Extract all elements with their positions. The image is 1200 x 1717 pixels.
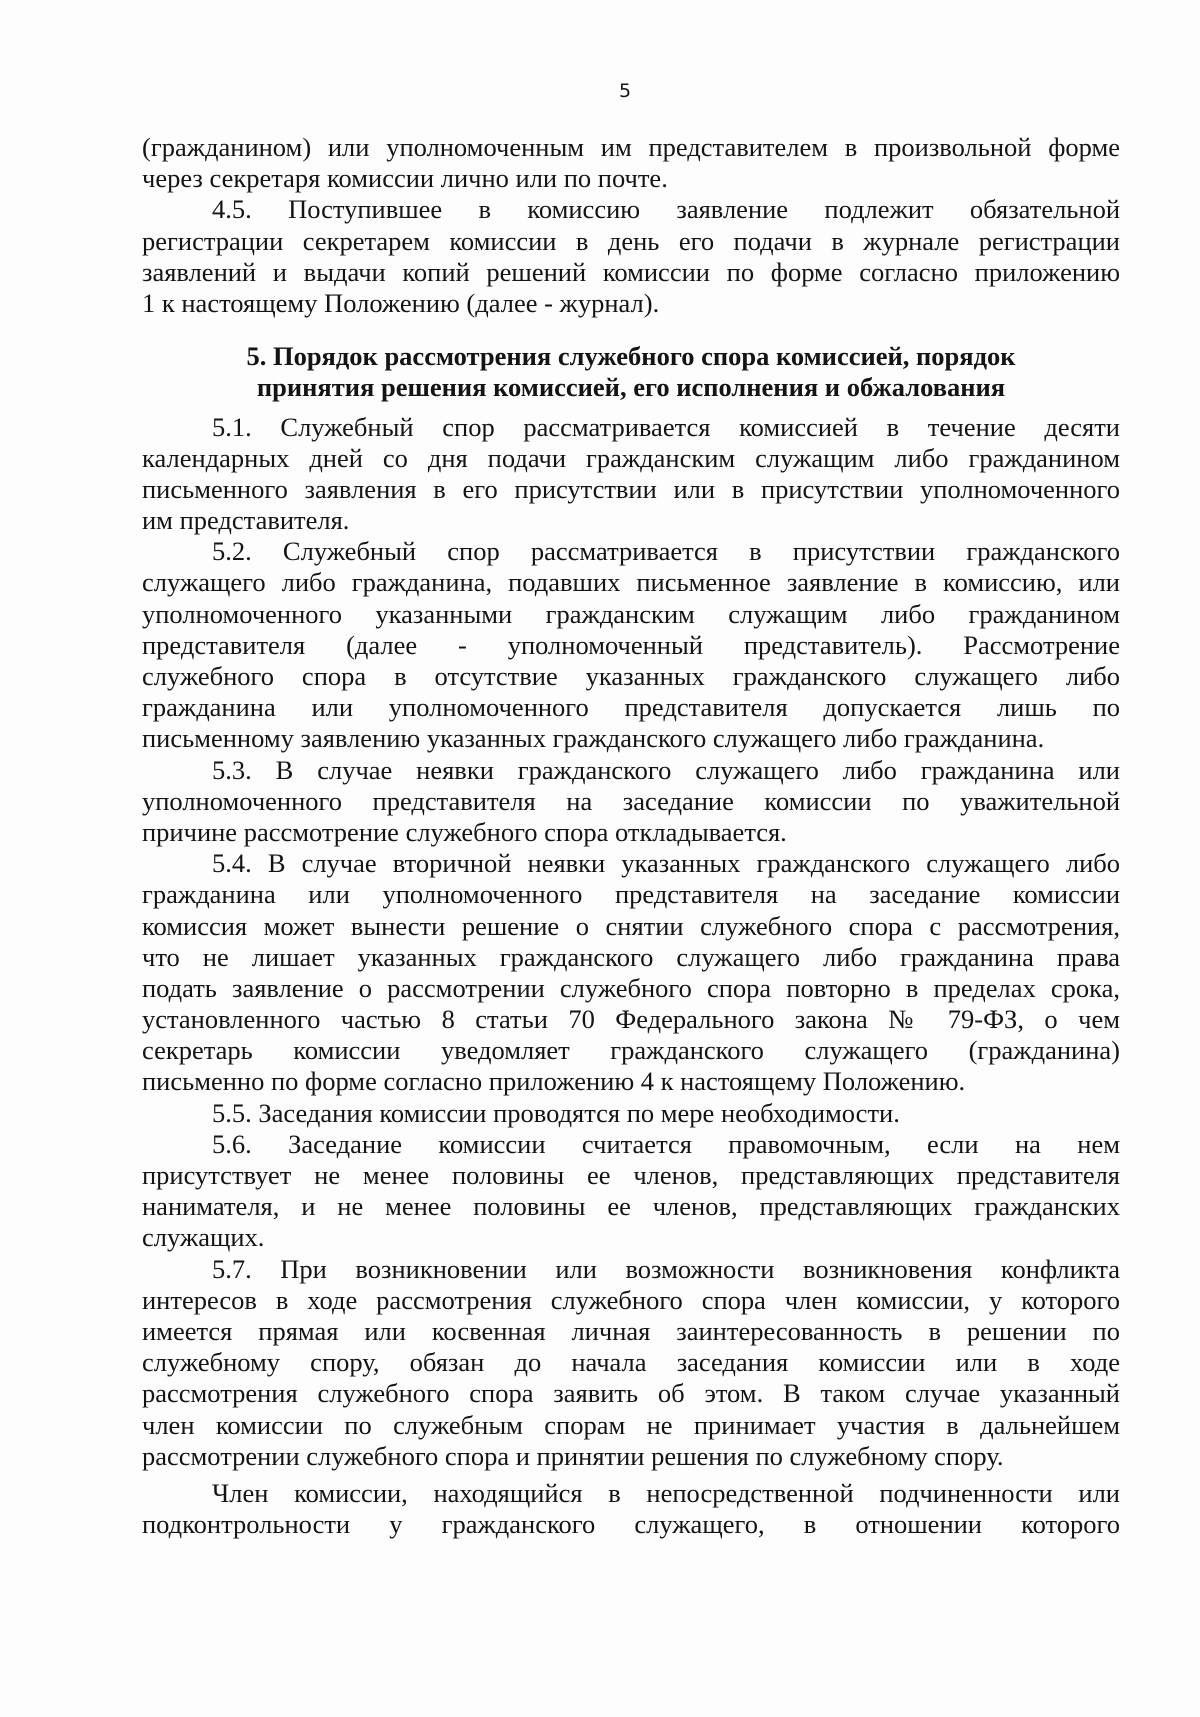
text-line: им представителя. [142,505,350,536]
text-line: рассмотрения служебного спора заявить об этом. В таком случае указанный [142,1378,1120,1409]
text-line: имеется прямая или косвенная личная заинтересованность в решении по [142,1315,1120,1346]
text-line: гражданина или уполномоченного представителя допускается лишь по [142,692,1120,723]
text-line: комиссия может вынести решение о снятии служебного спора с рассмотрения, [142,910,1120,941]
text-line: 5.2. Служебный спор рассматривается в присутствии гражданского [212,536,1120,567]
text-line: установленного частью 8 статьи 70 Федерального закона № 79-ФЗ, о чем [142,1004,1120,1035]
text-line: 5.7. При возникновении или возможности возникновения конфликта [212,1253,1120,1284]
text-line: подать заявление о рассмотрении служебного спора повторно в пределах срока, [142,972,1120,1003]
text-line: календарных дней со дня подачи гражданским служащим либо гражданином [142,442,1120,473]
text-line: что не лишает указанных гражданского служащего либо гражданина права [142,941,1120,972]
text-line: Член комиссии, находящийся в непосредственной подчиненности или [212,1477,1120,1508]
text-line: член комиссии по служебным спорам не принимает участия в дальнейшем [142,1409,1120,1440]
text-line: письменного заявления в его присутствии или в присутствии уполномоченного [142,473,1120,504]
heading-line: принятия решения комиссией, его исполнения и обжалования [256,372,1006,403]
paragraph-4-5 [142,194,1120,319]
text-line: служебного спора в отсутствие указанных гражданского служащего либо [142,661,1120,692]
text-line: гражданина или уполномоченного представителя на заседание комиссии [142,879,1120,910]
text-line: письменному заявлению указанных гражданского служащего либо гражданина. [142,723,1045,754]
paragraph-5-6 [142,1129,1120,1254]
page-number: 5 [618,80,632,102]
text-line: 5.3. В случае неявки гражданского служащего либо гражданина или [212,754,1120,785]
text-line: секретарь комиссии уведомляет гражданского служащего (гражданина) [142,1035,1120,1066]
text-line: 4.5. Поступившее в комиссию заявление подлежит обязательной [212,194,1120,225]
text-line: 1 к настоящему Положению (далее - журнал). [142,287,660,318]
paragraph-member [142,1478,1120,1540]
paragraph-5-2 [142,536,1120,754]
heading-line: 5. Порядок рассмотрения служебного спора комиссией, порядок [246,341,1016,372]
text-line: регистрации секретарем комиссии в день его подачи в журнале регистрации [142,225,1120,256]
text-line: присутствует не менее половины ее членов, представляющих представителя [142,1160,1120,1191]
paragraph-continuation [142,132,1120,194]
text-line: служащего либо гражданина, подавших письменное заявление в комиссию, или [142,567,1120,598]
text-line: служащих. [142,1222,265,1253]
text-line: 5.1. Служебный спор рассматривается комиссией в течение десяти [212,411,1120,442]
text-line: 5.6. Заседание комиссии считается правомочным, если на нем [212,1128,1120,1159]
section-heading [142,341,1120,403]
text-line: служебному спору, обязан до начала заседания комиссии или в ходе [142,1347,1120,1378]
text-line: (гражданином) или уполномоченным им представителем в произвольной форме [142,132,1120,162]
paragraph-5-4 [142,848,1120,1098]
document-body [142,132,1120,1540]
paragraph-5-5 [142,1098,1120,1129]
text-line: интересов в ходе рассмотрения служебного спора член комиссии, у которого [142,1284,1120,1315]
text-line: нанимателя, и не менее половины ее членов, представляющих гражданских [142,1191,1120,1222]
paragraph-5-7 [142,1254,1120,1472]
text-line: представителя (далее - уполномоченный представитель). Рассмотрение [142,629,1120,660]
text-line: заявлений и выдачи копий решений комиссии по форме согласно приложению [142,256,1120,287]
text-line: через секретаря комиссии лично или по почте. [142,163,668,194]
text-line: уполномоченного указанными гражданским служащим либо гражданином [142,598,1120,629]
text-line: подконтрольности у гражданского служащего, в отношении которого [142,1509,1120,1540]
paragraph-5-3 [142,755,1120,849]
text-line: уполномоченного представителя на заседание комиссии по уважительной [142,785,1120,816]
text-line: причине рассмотрение служебного спора откладывается. [142,816,787,847]
text-line: письменно по форме согласно приложению 4 к настоящему Положению. [142,1066,966,1097]
text-line: 5.5. Заседания комиссии проводятся по мере необходимости. [212,1097,900,1128]
text-line: рассмотрении служебного спора и принятии решения по служебному спору. [142,1440,1004,1471]
paragraph-5-1 [142,412,1120,537]
text-line: 5.4. В случае вторичной неявки указанных гражданского служащего либо [212,848,1120,879]
